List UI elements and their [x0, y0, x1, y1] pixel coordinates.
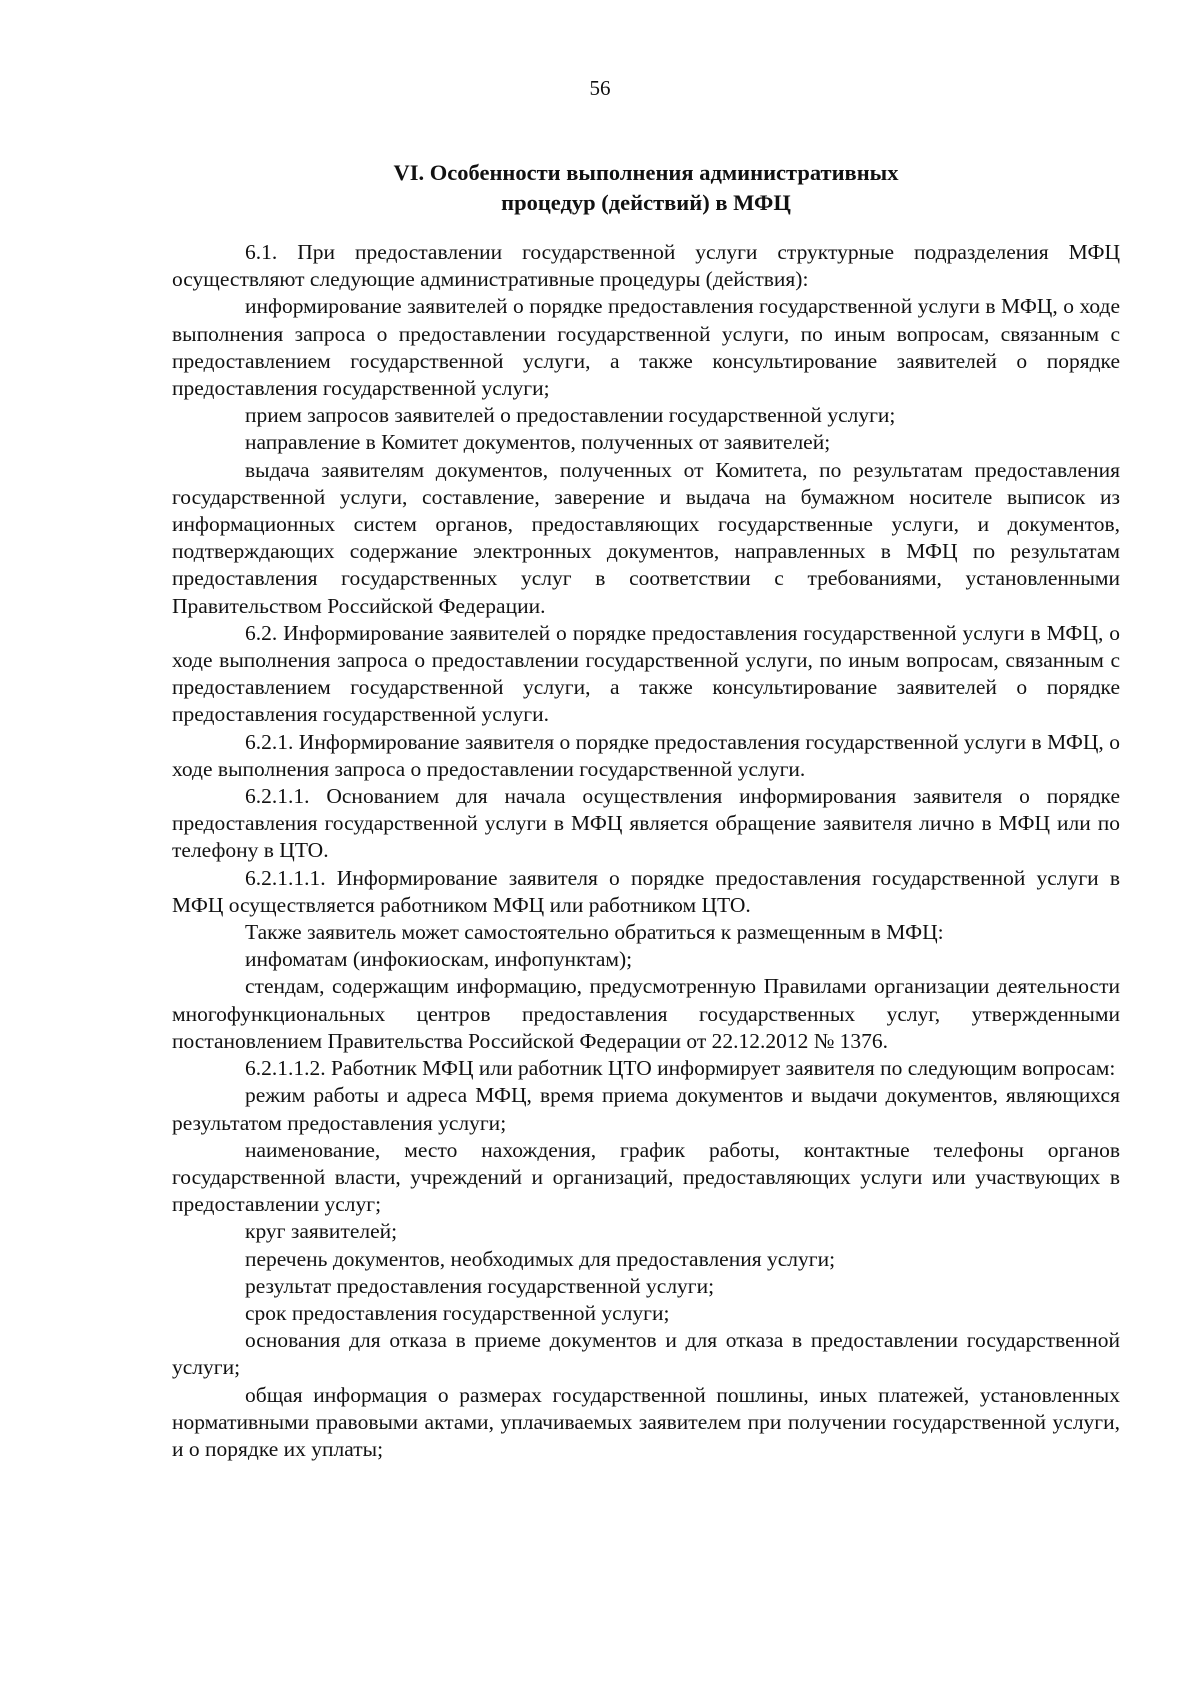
paragraph: 6.2. Информирование заявителей о порядке предоставления государственной услуги в МФЦ, о ходе выполнения запроса о предоставлении государственной услуги, по иным вопросам, связанным с предоставлением государственной услуги, а также консультирование заявителей о порядке предоставления государственной услуги.	[172, 620, 1120, 727]
paragraph: 6.2.1. Информирование заявителя о порядке предоставления государственной услуги в МФЦ, о ходе выполнения запроса о предоставлении государственной услуги.	[172, 729, 1120, 781]
paragraph: информирование заявителей о порядке предоставления государственной услуги в МФЦ, о ходе выполнения запроса о предоставлении государственной услуги, по иным вопросам, связанным с предоставлением государственной услуги, а также консультирование заявителей о порядке предоставления государственной услуги;	[172, 294, 1120, 401]
paragraph: срок предоставления государственной услуги;	[245, 1300, 670, 1325]
paragraph: режим работы и адреса МФЦ, время приема документов и выдачи документов, являющихся результатом предоставления услуги;	[172, 1083, 1120, 1135]
paragraph: прием запросов заявителей о предоставлении государственной услуги;	[245, 403, 896, 428]
paragraph: 6.2.1.1. Основанием для начала осуществления информирования заявителя о порядке предоставления государственной услуги в МФЦ является обращение заявителя лично в МФЦ или по телефону в ЦТО.	[172, 784, 1120, 863]
section-title-line-2: процедур (действий) в МФЦ	[501, 190, 791, 215]
paragraph: результат предоставления государственной услуги;	[245, 1273, 715, 1298]
paragraph: круг заявителей;	[245, 1219, 398, 1244]
paragraph: 6.2.1.1.1. Информирование заявителя о порядке предоставления государственной услуги в МФЦ осуществляется работником МФЦ или работником ЦТО.	[172, 865, 1120, 917]
paragraph: стендам, содержащим информацию, предусмотренную Правилами организации деятельности многофункциональных центров предоставления государственных услуг, утвержденными постановлением Правительства Российской Федерации от 22.12.2012 № 1376.	[172, 974, 1120, 1053]
paragraph: основания для отказа в приеме документов и для отказа в предоставлении государственной услуги;	[172, 1328, 1120, 1380]
paragraph: выдача заявителям документов, полученных от Комитета, по результатам предоставления государственной услуги, составление, заверение и выдача на бумажном носителе выписок из информационных систем органов, предоставляющих государственные услуги, и документов, подтверждающих содержание электронных документов, направленных в МФЦ по результатам предоставления государственных услуг в соответствии с требованиями, установленными Правительством Российской Федерации.	[172, 457, 1120, 618]
paragraph: общая информация о размерах государственной пошлины, иных платежей, установленных нормативными правовыми актами, уплачиваемых заявителем при получении государственной услуги, и о порядке их уплаты;	[172, 1382, 1120, 1461]
paragraph: 6.1. При предоставлении государственной услуги структурные подразделения МФЦ осуществляют следующие административные процедуры (действия):	[172, 240, 1120, 292]
section-title-line-1: VI. Особенности выполнения административных	[393, 160, 899, 185]
paragraph: перечень документов, необходимых для предоставления услуги;	[245, 1246, 836, 1271]
document-body	[172, 239, 1120, 1463]
paragraph: направление в Комитет документов, полученных от заявителей;	[245, 430, 831, 455]
paragraph: наименование, место нахождения, график работы, контактные телефоны органов государственной власти, учреждений и организаций, предоставляющих услуги или участвующих в предоставлении услуг;	[172, 1137, 1120, 1217]
paragraph: Также заявитель может самостоятельно обратиться к размещенным в МФЦ:	[245, 920, 944, 945]
paragraph: инфоматам (инфокиоскам, инфопунктам);	[245, 947, 633, 972]
page-number: 56	[589, 76, 611, 100]
paragraph: 6.2.1.1.2. Работник МФЦ или работник ЦТО информирует заявителя по следующим вопросам:	[245, 1056, 1116, 1081]
section-title	[172, 158, 1120, 218]
